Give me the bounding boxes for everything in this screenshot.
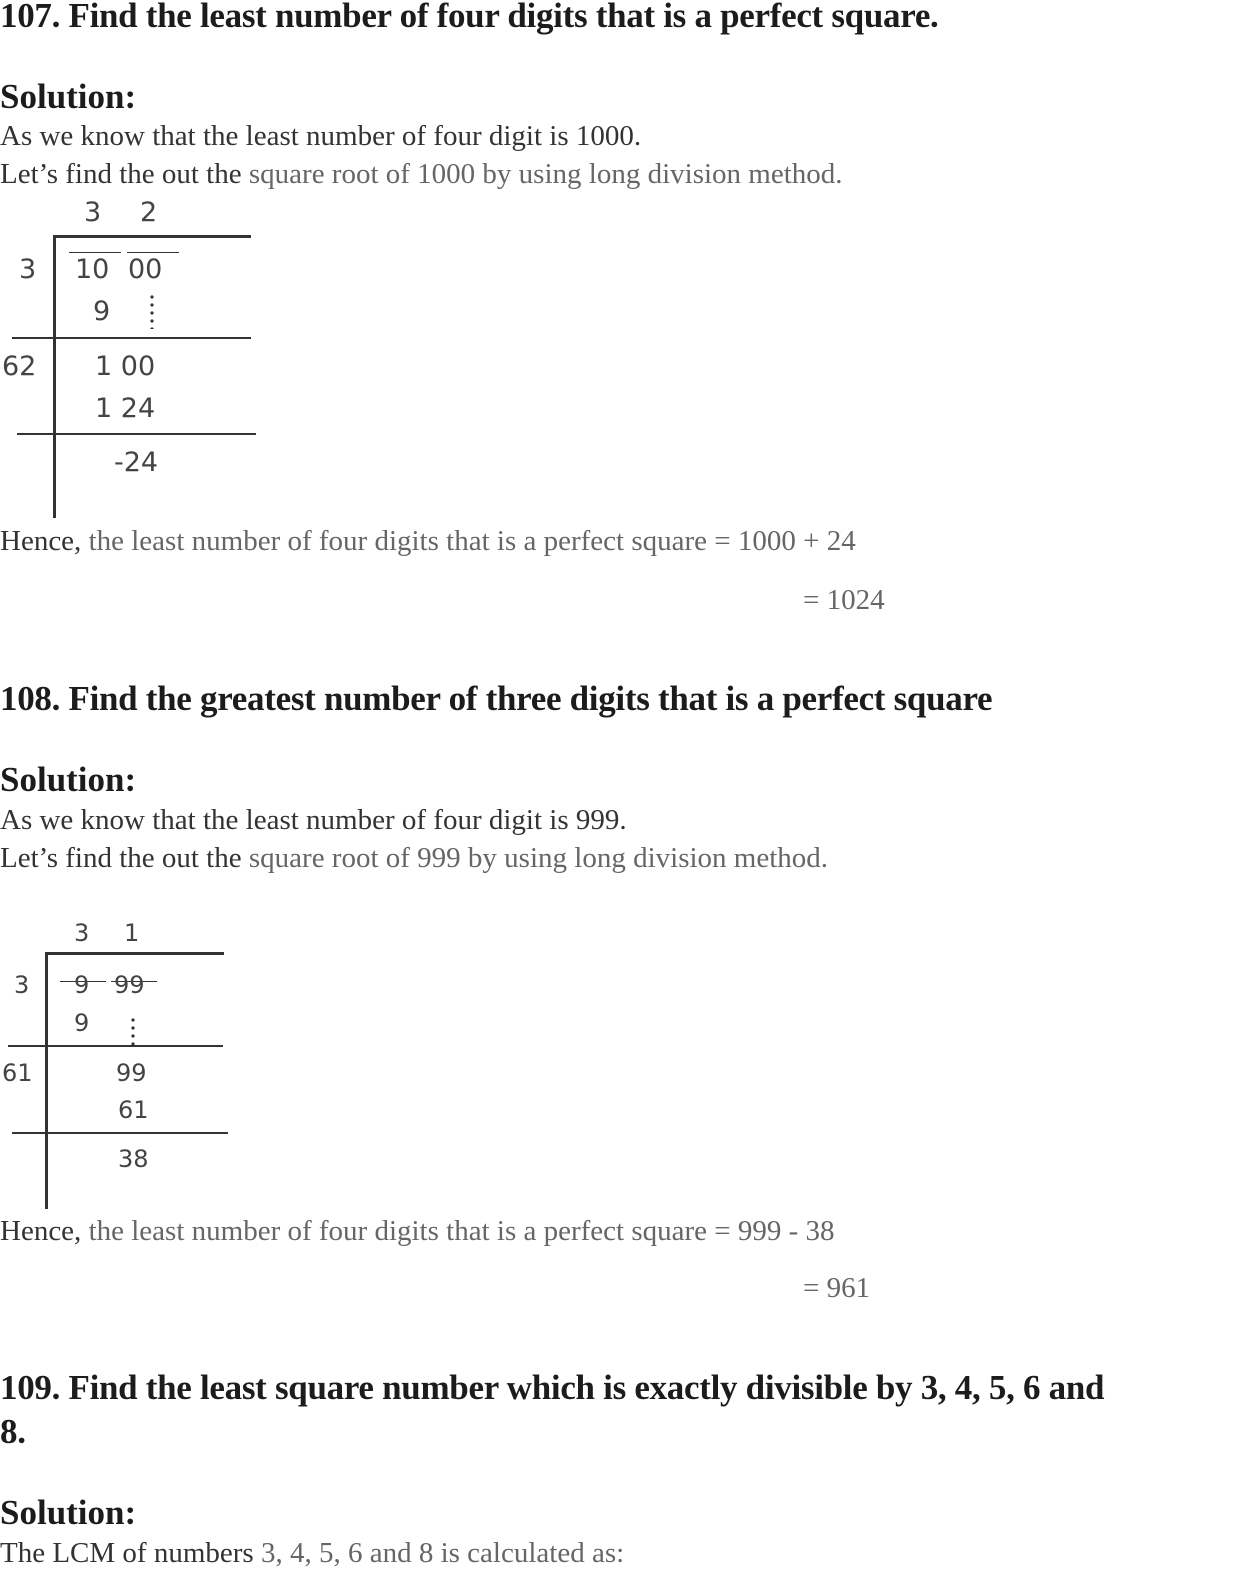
quotient-digit: 1 [124,919,140,947]
division-rule [17,433,256,435]
question-109-title-line-1: 109. Find the least square number which is exactly divisible by 3, 4, 5, 6 and [0,1368,1105,1407]
solution-107-label: Solution: [0,77,137,116]
divisor: 3 [14,971,30,999]
division-top-bar [53,235,251,238]
line-rest: square root of 999 by using long division method. [248,842,829,874]
pair-overline [127,252,179,253]
division-vertical-bar [53,235,56,518]
dividend-group: 00 [128,254,163,285]
conclusion-107-result: = 1024 [803,584,885,616]
conclusion-108 [0,1213,835,1249]
conclusion-text: the least number of four digits that is a perfect square = 1000 + 24 [88,525,856,557]
solution-108-label: Solution: [0,760,137,799]
conclusion-107 [0,523,856,559]
question-108-title: 108. Find the greatest number of three digits that is a perfect square [0,679,993,718]
conclusion-108-result: = 961 [803,1272,871,1304]
division-rule [8,1045,223,1047]
remainder: 38 [118,1145,149,1173]
pair-overline [69,252,121,253]
question-107-title: 107. Find the least number of four digits that is a perfect square. [0,0,939,35]
division-rule [12,1132,228,1134]
question-109-title-line-2: 8. [0,1412,26,1451]
quotient-digit: 3 [74,919,90,947]
quotient-digit: 2 [140,197,158,228]
conclusion-prefix: Hence, [0,525,89,557]
dividend-group: 99 [114,971,145,999]
line-rest: square root of 1000 by using long division method. [248,158,843,190]
step-value: 9 [74,1009,90,1037]
divisor: 62 [2,351,37,382]
division-vertical-bar [45,952,48,1209]
step-value: 9 [93,296,111,327]
dividend-group: 10 [75,254,110,285]
step-value: 1 24 [95,393,156,424]
line-rest: 3, 4, 5, 6 and 8 is calculated as: [260,1537,625,1569]
bring-down-dots [150,293,154,329]
step-value: 1 00 [95,351,156,382]
conclusion-prefix: Hence, [0,1215,89,1247]
line-prefix: Let’s find the out the [0,158,249,190]
step-value: 61 [118,1096,149,1124]
quotient-digit: 3 [84,197,102,228]
division-top-bar [45,952,224,955]
solution-108-line-2 [0,840,828,876]
remainder: -24 [114,447,159,478]
solution-107-line-2 [0,156,843,192]
solution-108-line-1: As we know that the least number of four digit is 999. [0,804,627,836]
conclusion-text: the least number of four digits that is a perfect square = 999 - 38 [88,1215,835,1247]
solution-107-line-1: As we know that the least number of four digit is 1000. [0,120,642,152]
solution-109-line-1 [0,1535,624,1571]
division-rule [12,337,251,339]
line-prefix: Let’s find the out the [0,842,249,874]
divisor: 3 [19,254,37,285]
dividend-group: 9 [74,971,90,999]
line-prefix: The LCM of numbers [0,1537,261,1569]
solution-109-label: Solution: [0,1493,137,1532]
step-value: 99 [116,1059,147,1087]
divisor: 61 [2,1059,33,1087]
